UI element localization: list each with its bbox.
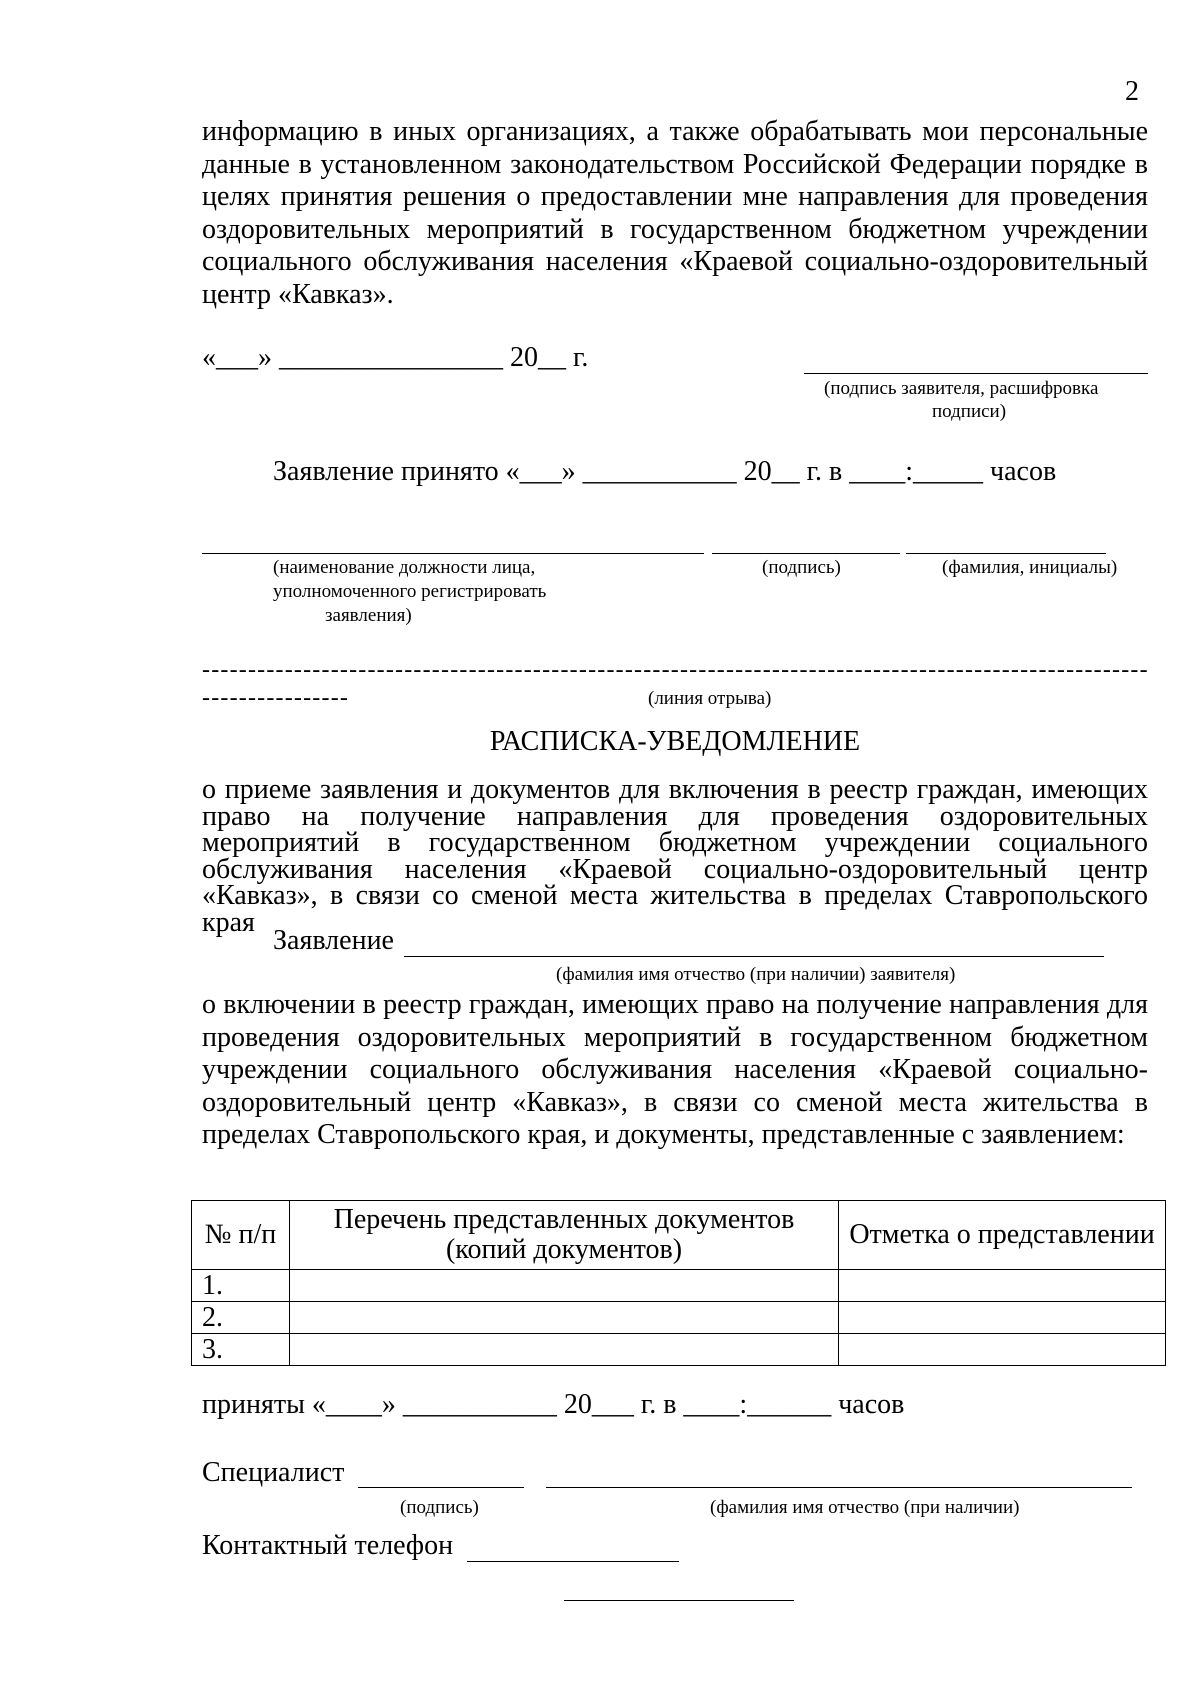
phone-line bbox=[467, 1561, 679, 1562]
applicant-signature-line bbox=[804, 373, 1148, 374]
applicant-signature-caption-2: подписи) bbox=[932, 401, 1007, 422]
received-line: приняты «____» ___________ 20___ г. в ____:______ часов bbox=[202, 1389, 905, 1420]
applicant-name-caption: (фамилия имя отчество (при наличии) заявителя) bbox=[556, 964, 956, 985]
col-number-header: № п/п bbox=[192, 1201, 290, 1270]
table-row bbox=[192, 1270, 1166, 1302]
applicant-signature-caption-1: (подпись заявителя, расшифровка bbox=[824, 378, 1099, 399]
row-document bbox=[290, 1334, 839, 1366]
row-mark bbox=[839, 1334, 1166, 1366]
table-row bbox=[192, 1302, 1166, 1334]
specialist-signature-caption: (подпись) bbox=[400, 1497, 479, 1518]
receipt-subtitle: о приеме заявления и документов для включения в реестр граждан, имеющих право на получение направления для проведения оздоровительных мероприятий в государственном бюджетном учреждении социального обслуживания населения «Краевой социально-оздоровительный центр «Кавказ», в связи со сменой места жительства в пределах Ставропольского края bbox=[202, 774, 1148, 938]
row-document bbox=[290, 1270, 839, 1302]
row-number: 2. bbox=[192, 1302, 290, 1334]
col-mark-header: Отметка о представлении bbox=[839, 1201, 1166, 1270]
documents-table bbox=[191, 1200, 1166, 1366]
official-caption-3: заявления) bbox=[325, 605, 412, 626]
table-header-row bbox=[192, 1201, 1166, 1270]
specialist-name-caption: (фамилия имя отчество (при наличии) bbox=[710, 1497, 1020, 1518]
tear-caption: (линия отрыва) bbox=[648, 688, 772, 709]
row-mark bbox=[839, 1302, 1166, 1334]
row-mark bbox=[839, 1270, 1166, 1302]
phone-label: Контактный телефон bbox=[202, 1530, 454, 1561]
official-name-line bbox=[906, 553, 1106, 554]
row-number: 3. bbox=[192, 1334, 290, 1366]
specialist-label: Специалист bbox=[202, 1457, 345, 1488]
surname-caption: (фамилия, инициалы) bbox=[942, 557, 1118, 578]
accepted-line: Заявление принято «___» ___________ 20__ г. в ____:_____ часов bbox=[273, 456, 1057, 487]
row-number: 1. bbox=[192, 1270, 290, 1302]
col-documents-header: Перечень представленных документов (копий документов) bbox=[290, 1201, 839, 1270]
page-number: 2 bbox=[1125, 76, 1139, 107]
official-caption-2: уполномоченного регистрировать bbox=[273, 581, 547, 602]
row-document bbox=[290, 1302, 839, 1334]
specialist-signature-line bbox=[358, 1487, 524, 1488]
table-row bbox=[192, 1334, 1166, 1366]
application-label: Заявление bbox=[273, 925, 394, 956]
official-caption-1: (наименование должности лица, bbox=[273, 557, 536, 578]
official-signature-line bbox=[712, 553, 900, 554]
closing-rule bbox=[564, 1600, 794, 1601]
intro-paragraph: информацию в иных организациях, а также обрабатывать мои персональные данные в установленном законодательством Российской Федерации порядке в целях принятия решения о предоставлении мне направления для проведения оздоровительных мероприятий в государственном бюджетном учреждении социального обслуживания населения «Краевой социально-оздоровительный центр «Кавказ». bbox=[202, 116, 1148, 310]
tear-line: ----------------------------------------------------------------------------------------------------------------------- bbox=[202, 657, 1149, 711]
official-position-line bbox=[202, 553, 704, 554]
specialist-name-line bbox=[546, 1487, 1132, 1488]
applicant-name-line bbox=[404, 956, 1104, 957]
signature-caption: (подпись) bbox=[762, 557, 841, 578]
receipt-title: РАСПИСКА-УВЕДОМЛЕНИЕ bbox=[489, 726, 861, 757]
application-body: о включении в реестр граждан, имеющих право на получение направления для проведения оздоровительных мероприятий в государственном бюджетном учреждении социального обслуживания населения «Краевой социально-оздоровительный центр «Кавказ», в связи со сменой места жительства в пределах Ставропольского края, и документы, представленные с заявлением: bbox=[202, 989, 1148, 1150]
date-line: «___» ________________ 20__ г. bbox=[202, 342, 589, 373]
